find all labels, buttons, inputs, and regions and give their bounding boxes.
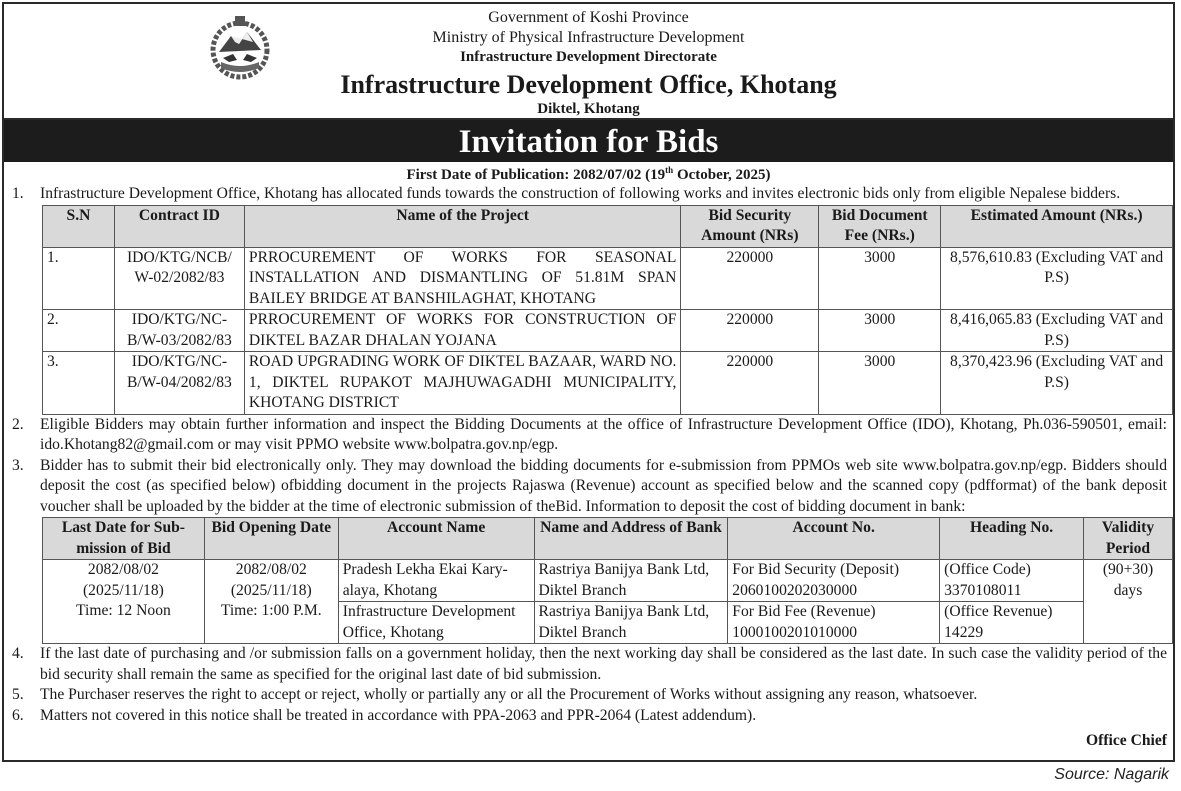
clause-3: 3. Bidder has to submit their bid electronically only. They may download the bidding documents for e-submission from PPMOs web site www.bolpatra.gov.np/egp. Bidders should deposit the cost (as specified below) ofbidding document in the projects Rajaswa (Revenue) account as specified below and the scanned copy (pdfformat) of the bank deposit voucher shall be uploaded by the bidder at the time of electronic submission of theBid. Information to deposit the cost of bidding document in bank: [12,456,1167,515]
clause-1: 1. Infrastructure Development Office, Khotang has allocated funds towards the construction of following works and invites electronic bids only from eligible Nepalese bidders. [12,185,1121,202]
works-table [42,205,1173,415]
clause-5: 5. The Purchaser reserves the right to accept or reject, wholly or partially any or all the Procurement of Works without assigning any reason, whatsoever. [12,686,978,703]
source-credit: Source: Nagarik [1054,766,1169,783]
last-submission-date: 2082/08/02 (2025/11/18) Time: 12 Noon [43,560,205,644]
table-row: 1. IDO/KTG/NCB/ W-02/2082/83 PRROCUREMENT OF WORKS FOR SEASONAL INSTALLATION AND DISMANTLING OF 51.81M SPAN BAILEY BRIDGE AT BANSHILAGHAT, KHOTANG 220000 3000 8,576,610.83 (Excluding VAT and P.S) [43,247,1173,310]
table-row: 2. IDO/KTG/NC- B/W-03/2082/83 PRROCUREMENT OF WORKS FOR CONSTRUCTION OF DIKTEL BAZAR DHALAN YOJANA 220000 3000 8,416,065.83 (Excluding VAT and P.S) [43,310,1173,352]
table-row: 2082/08/02 (2025/11/18) Time: 12 Noon 2082/08/02 (2025/11/18) Time: 1:00 P.M. Pradesh Lekha Ekai Kary- alaya, Khotang Rastriya Banijya Bank Ltd, Diktel Branch For Bid Security (Deposit) 2060100202030000 (Office Code) 3370108011 (90+30) days [43,560,1173,602]
notice-header [4,4,1173,120]
clause-2: 2. Eligible Bidders may obtain further information and inspect the Bidding Documents at the office of Infrastructure Development Office (IDO), Khotang, Ph.036-590501, email: ido.Khotang82@gmail.com or may visit PPMO website www.bolpatra.gov.np/egp. [12,415,1167,453]
notice-title-banner: Invitation for Bids [4,120,1173,162]
bank-deposit-table [42,517,1173,644]
bid-notice [2,2,1175,762]
bank-table-header: Last Date for Sub- mission of Bid Bid Opening Date Account Name Name and Address of Bank Account No. Heading No. Validity Period [43,518,1173,560]
office-title: Infrastructure Development Office, Khotang [340,70,837,99]
works-table-header: S.N Contract ID Name of the Project Bid Security Amount (NRs) Bid Document Fee (NRs.) Estimated Amount (NRs.) [43,205,1173,247]
validity-period: (90+30) days [1084,560,1173,644]
government-name: Government of Koshi Province [488,9,689,26]
ministry-name: Ministry of Physical Infrastructure Development [432,29,745,46]
office-location: Diktel, Khotang [537,101,640,117]
bid-opening-date: 2082/08/02 (2025/11/18) Time: 1:00 P.M. [204,560,338,644]
publication-date: First Date of Publication: 2082/07/02 (19th October, 2025) [406,165,771,183]
directorate-name: Infrastructure Development Directorate [460,49,717,65]
signature-office-chief: Office Chief [1086,732,1167,749]
table-row: 3. IDO/KTG/NC- B/W-04/2082/83 ROAD UPGRADING WORK OF DIKTEL BAZAAR, WARD NO. 1, DIKTEL RUPAKOT MAJHUWAGADHI MUNICIPALITY, KHOTANG DISTRICT 220000 3000 8,370,423.96 (Excluding VAT and P.S) [43,352,1173,415]
clause-6: 6. Matters not covered in this notice shall be treated in accordance with PPA-2063 and PPR-2064 (Latest addendum). [12,706,757,724]
clause-4: 4. If the last date of purchasing and /or submission falls on a government holiday, then the next working day shall be considered as the last date. In such case the validity period of the bid security shall remain the same as specified for the original last date of bid submission. [12,645,1167,683]
table-row: Infrastructure Development Office, Khotang Rastriya Banijya Bank Ltd, Diktel Branch For Bid Fee (Revenue) 1000100201010000 (Office Revenue) 14229 [43,602,1173,644]
